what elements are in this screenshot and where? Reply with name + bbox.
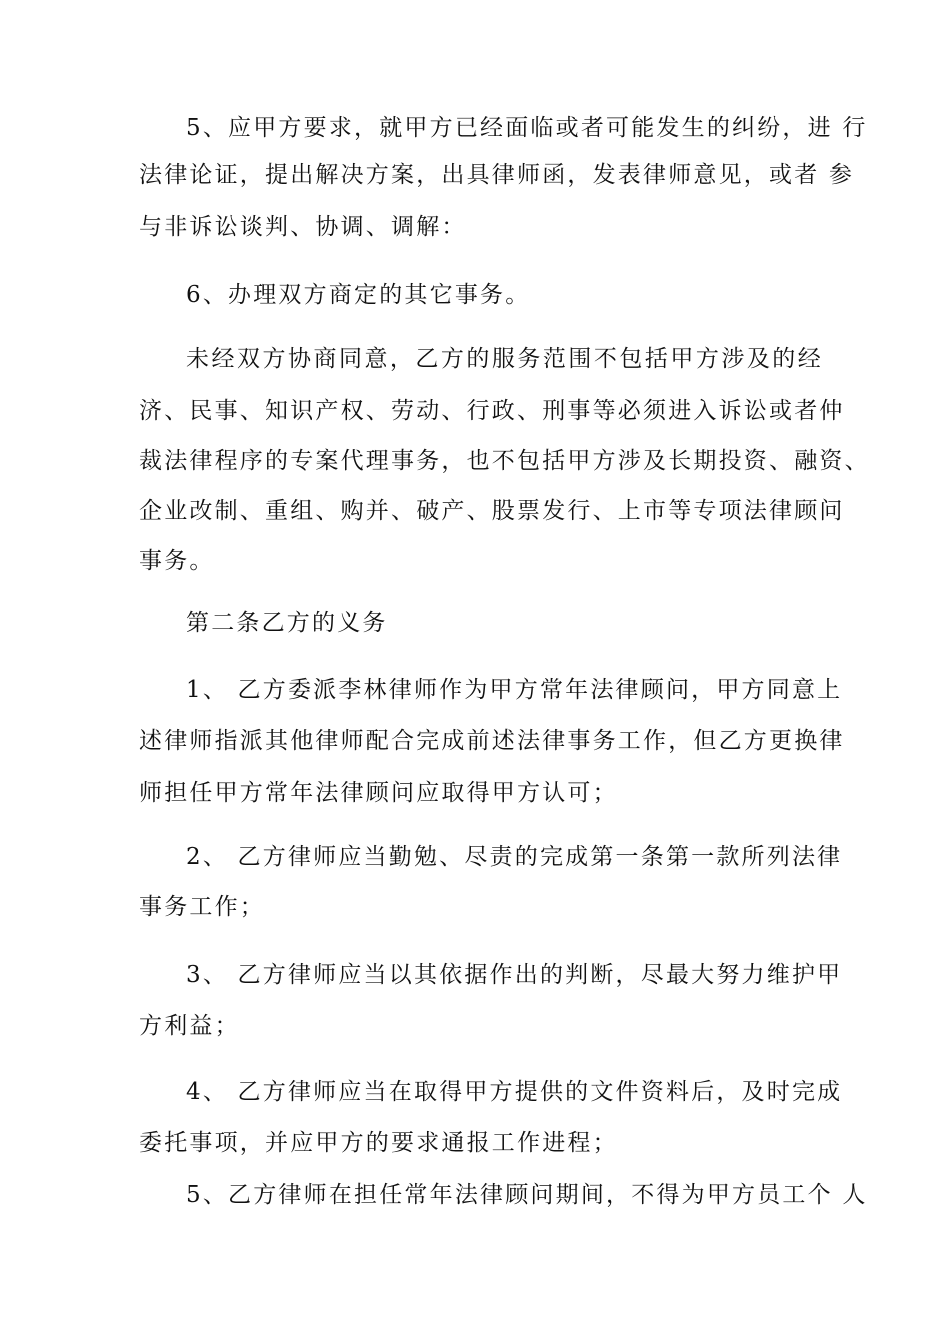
paragraph-line: 未经双方协商同意，乙方的服务范围不包括甲方涉及的经: [186, 346, 823, 372]
paragraph-line: 5、乙方律师在担任常年法律顾问期间，不得为甲方员工个 人: [186, 1182, 868, 1208]
paragraph-line: 4、 乙方律师应当在取得甲方提供的文件资料后，及时完成: [186, 1079, 843, 1105]
paragraph-line: 济、民事、知识产权、劳动、行政、刑事等必须进入诉讼或者仲: [139, 398, 845, 424]
paragraph-line: 1、 乙方委派李林律师作为甲方常年法律顾问，甲方同意上: [186, 677, 843, 703]
paragraph-line: 企业改制、重组、购并、破产、股票发行、上市等专项法律顾问: [139, 498, 845, 524]
paragraph-line: 2、 乙方律师应当勤勉、尽责的完成第一条第一款所列法律: [186, 844, 843, 870]
paragraph-line: 委托事项，并应甲方的要求通报工作进程；: [139, 1130, 618, 1156]
paragraph-line: 裁法律程序的专案代理事务，也不包括甲方涉及长期投资、融资、: [139, 448, 870, 474]
paragraph-line: 事务工作；: [139, 894, 265, 920]
paragraph-line: 与非诉讼谈判、协调、调解：: [139, 214, 467, 240]
paragraph-line: 法律论证，提出解决方案，出具律师函，发表律师意见，或者 参: [139, 162, 855, 188]
paragraph-line: 方利益；: [139, 1013, 240, 1039]
paragraph-line: 事务。: [139, 548, 215, 574]
paragraph-line: 师担任甲方常年法律顾问应取得甲方认可；: [139, 780, 618, 806]
paragraph-line: 3、 乙方律师应当以其依据作出的判断，尽最大努力维护甲: [186, 962, 843, 988]
paragraph-line: 6、办理双方商定的其它事务。: [186, 282, 531, 308]
paragraph-line: 述律师指派其他律师配合完成前述法律事务工作，但乙方更换律: [139, 728, 845, 754]
section-heading: 第二条乙方的义务: [186, 610, 388, 636]
paragraph-line: 5、应甲方要求，就甲方已经面临或者可能发生的纠纷，进 行: [186, 115, 868, 141]
